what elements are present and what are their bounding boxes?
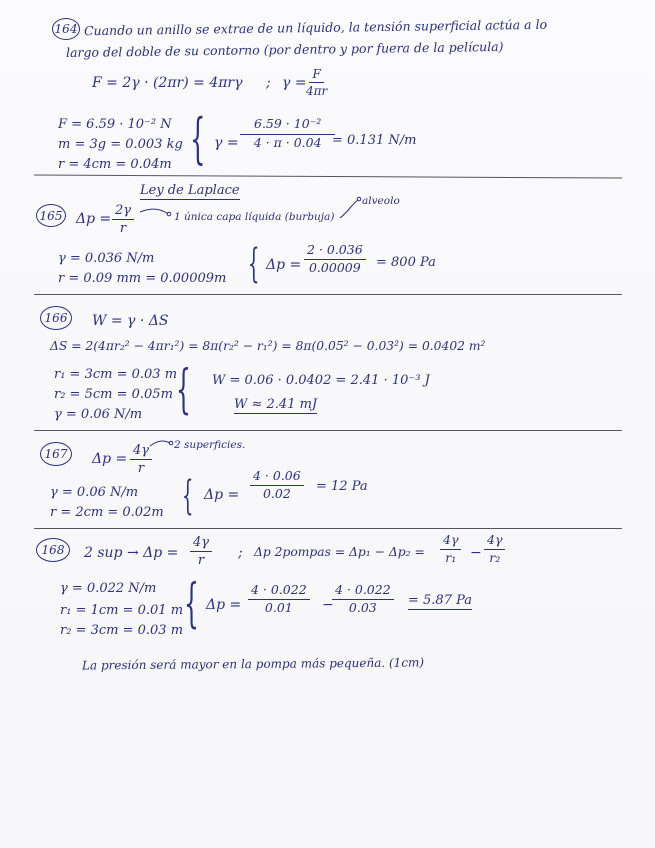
p168-calc-minus: − — [322, 597, 334, 613]
p165-eq-lhs: Δp = — [76, 211, 112, 227]
p167-brace: { — [182, 473, 194, 519]
p168-calc-frac2 — [332, 584, 394, 614]
p165-layer-note: 1 única capa líquida (burbuja) — [174, 211, 335, 223]
p168-eq-denominator: r — [197, 553, 205, 568]
p168-eq-two-frac1 — [440, 534, 461, 564]
p167-calc-numerator: 4 · 0.06 — [250, 470, 304, 486]
p164-calc-result: = 0.131 N/m — [332, 133, 417, 148]
p167-data-gamma: γ = 0.06 N/m — [50, 485, 139, 500]
p168-data-r1: r₁ = 1cm = 0.01 m — [60, 603, 184, 618]
p168-calc-num1: 4 · 0.022 — [248, 584, 310, 600]
p168-eq-two: Δp 2pompas = Δp₁ − Δp₂ = — [254, 545, 425, 559]
p164-gamma-lhs: γ = — [282, 75, 307, 91]
p166-area-equation: ΔS = 2(4πr₂² − 4πr₁²) = 8π(r₂² − r₁²) = 8π(0.05² − 0.03²) = 0.0402 m² — [50, 339, 486, 353]
p165-calc-lhs: Δp = — [266, 257, 302, 273]
p168-calc-den1: 0.01 — [264, 599, 293, 615]
p168-eq-two-den1: r₁ — [445, 549, 457, 565]
p166-work-equation: W = γ · ΔS — [92, 313, 169, 329]
p166-calc: W = 0.06 · 0.0402 = 2.41 · 10⁻³ J — [212, 373, 430, 388]
p168-eq-two-num1: 4γ — [440, 534, 461, 550]
p168-conclusion: La presión será mayor en la pompa más pequeña. (1cm) — [81, 655, 425, 673]
p165-alveolo-note: alveolo — [362, 195, 400, 207]
p168-eq-intro: 2 sup → Δp = — [84, 545, 179, 561]
p167-calc-denominator: 0.02 — [262, 485, 291, 501]
p167-data-radius: r = 2cm = 0.02m — [50, 505, 164, 520]
p164-gamma-denominator: 4πr — [306, 84, 328, 98]
p168-calc-frac1 — [248, 584, 310, 614]
p165-law-title-text: Ley de Laplace — [140, 183, 240, 198]
p167-eq-numerator: 4γ — [130, 444, 152, 460]
p165-brace: { — [248, 241, 260, 287]
p168-eq-two-num2: 4γ — [484, 534, 505, 550]
p168-data-gamma: γ = 0.022 N/m — [60, 581, 157, 596]
p167-calc-lhs: Δp = — [204, 487, 240, 503]
p168-data-r2: r₂ = 3cm = 0.03 m — [60, 623, 184, 638]
p168-calc-result — [408, 594, 472, 607]
p165-calc-result: = 800 Pa — [376, 255, 436, 270]
p168-eq-two-den2: r₂ — [489, 549, 501, 565]
p164-gamma-numerator: F — [309, 68, 323, 83]
p168-calc-num2: 4 · 0.022 — [332, 584, 394, 600]
p167-calc-fraction — [250, 470, 304, 500]
p167-calc-result: = 12 Pa — [316, 479, 368, 494]
p166-data-r2: r₂ = 5cm = 0.05m — [54, 387, 173, 402]
p165-eq-numerator: 2γ — [112, 204, 134, 220]
p164-data-mass: m = 3g = 0.003 kg — [58, 137, 183, 152]
p168-eq-two-frac2 — [484, 534, 505, 564]
p164-calc-numerator: 6.59 · 10⁻² — [240, 118, 335, 135]
divider-167-168 — [34, 528, 622, 529]
p164-force-equation: F = 2γ · (2πr) = 4πrγ — [92, 75, 243, 91]
p165-data-radius: r = 0.09 mm = 0.00009m — [58, 271, 227, 286]
p168-eq-two-minus: − — [470, 545, 482, 561]
p168-eq-fraction — [190, 536, 212, 567]
p165-data-gamma: γ = 0.036 N/m — [58, 251, 155, 266]
p164-calc-lhs: γ = — [214, 135, 239, 151]
problem-number-168: 168 — [36, 538, 70, 562]
p164-statement-line2: largo del doble de su contorno (por dentro y por fuera de la película) — [65, 38, 504, 61]
p164-statement-line1: Cuando un anillo se extrae de un líquido, la tensión superficial actúa a lo — [83, 16, 548, 39]
p164-data-force: F = 6.59 · 10⁻² N — [58, 117, 172, 132]
p166-calc-approx-text: W ≈ 2.41 mJ — [234, 397, 318, 412]
p166-data-r1: r₁ = 3cm = 0.03 m — [54, 367, 178, 382]
p164-brace: { — [190, 107, 206, 170]
p168-calc-lhs: Δp = — [206, 597, 242, 613]
problem-number-165: 165 — [36, 204, 66, 227]
p168-brace: { — [184, 574, 199, 634]
p165-calc-numerator: 2 · 0.036 — [304, 244, 366, 260]
p168-eq-sep: ; — [238, 545, 243, 561]
p165-calc-denominator: 0.00009 — [308, 259, 361, 275]
p164-calc-denominator: 4 · π · 0.04 — [253, 134, 322, 150]
p164-separator: ; — [266, 75, 271, 91]
p166-brace: { — [176, 360, 191, 420]
p168-calc-den2: 0.03 — [348, 599, 377, 615]
p167-surfaces-note: 2 superficies. — [174, 439, 246, 451]
p166-data-gamma: γ = 0.06 N/m — [54, 407, 143, 422]
p165-eq-denominator: r — [119, 221, 127, 236]
p167-eq-lhs: Δp = — [92, 451, 128, 467]
problem-number-164: 164 — [52, 18, 80, 40]
p168-calc-result-text: = 5.87 Pa — [408, 593, 473, 608]
p168-eq-numerator: 4γ — [190, 536, 212, 552]
p167-eq-denominator: r — [137, 461, 145, 476]
p164-data-radius: r = 4cm = 0.04m — [58, 157, 172, 172]
problem-number-166: 166 — [40, 306, 72, 330]
problem-number-167: 167 — [40, 442, 72, 466]
